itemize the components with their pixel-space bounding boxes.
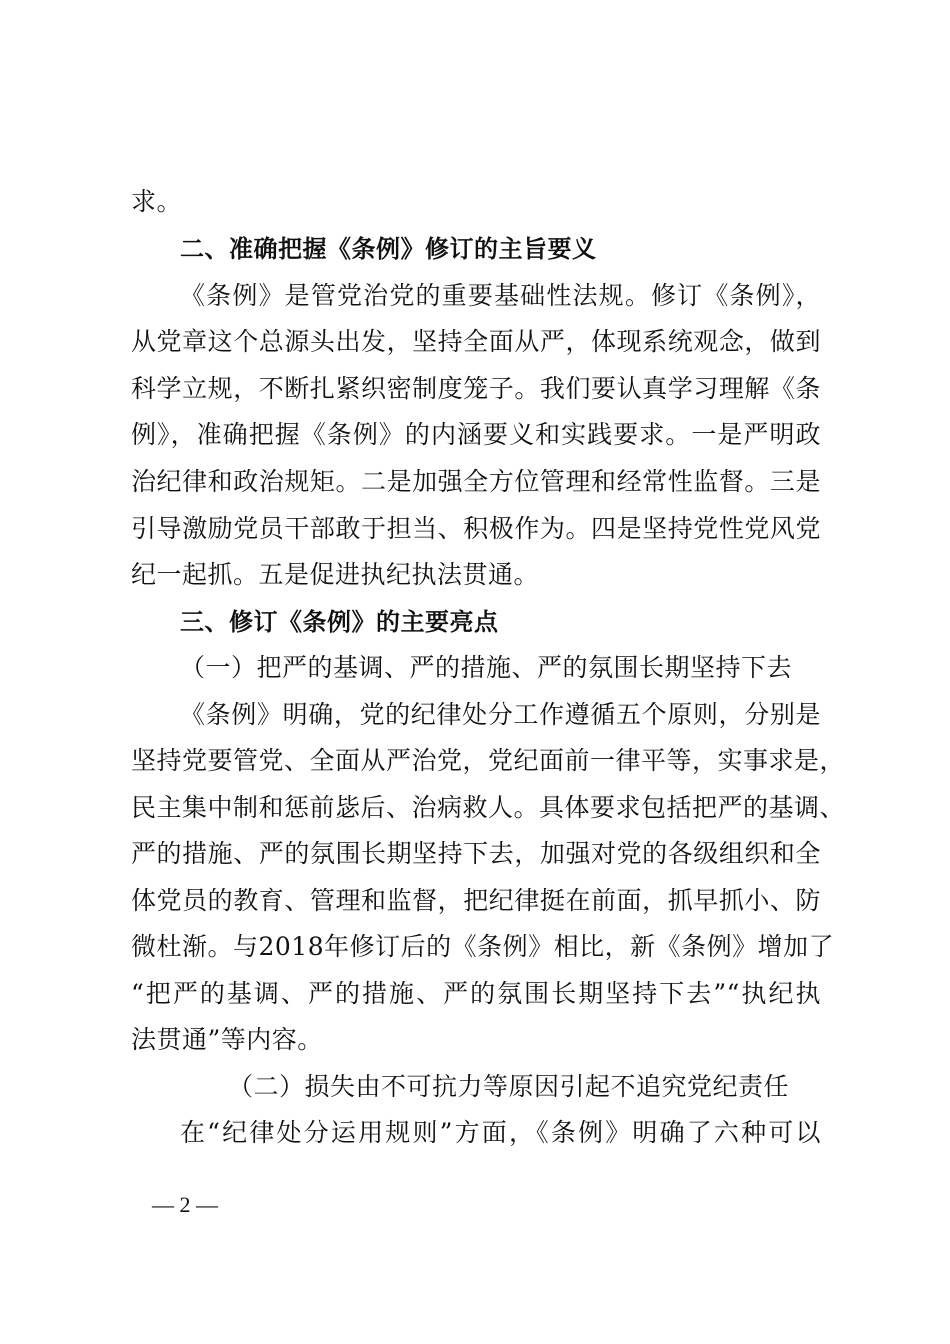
paragraph-line: “把严的基调、严的措施、严的氛围长期坚持下去”“执纪执 (131, 979, 821, 1008)
paragraph-line: 引导激励党员干部敢于担当、积极作为。四是坚持党性党风党 (131, 514, 821, 543)
paragraph-line: 纪一起抓。五是促进执纪执法贯通。 (131, 560, 540, 589)
section-heading-3: 三、修订《条例》的主要亮点 (180, 608, 499, 636)
paragraph-line: 微杜渐。与2018年修订后的《条例》相比，新《条例》增加了 (131, 932, 835, 961)
paragraph-line: 例》，准确把握《条例》的内涵要义和实践要求。一是严明政 (131, 420, 821, 449)
section-heading-2: 二、准确把握《条例》修订的主旨要义 (180, 235, 597, 263)
subsection-heading-1: （一）把严的基调、严的措施、严的氛围长期坚持下去 (180, 653, 793, 682)
paragraph-line: 治纪律和政治规矩。二是加强全方位管理和经常性监督。三是 (131, 467, 821, 496)
paragraph-line: 从党章这个总源头出发，坚持全面从严，体现系统观念，做到 (131, 327, 821, 356)
paragraph-line: 严的措施、严的氛围长期坚持下去，加强对党的各级组织和全 (131, 839, 821, 868)
paragraph-line: 《条例》是管党治党的重要基础性法规。修订《条例》， (180, 281, 821, 310)
paragraph-line: 求。 (131, 187, 183, 216)
paragraph-line: 科学立规，不断扎紧织密制度笼子。我们要认真学习理解《条 (131, 374, 821, 403)
paragraph-line: 体党员的教育、管理和监督，把纪律挺在前面，抓早抓小、防 (131, 886, 821, 915)
paragraph-line: 在“纪律处分运用规则”方面，《条例》明确了六种可以 (180, 1118, 821, 1147)
page-number: — 2 — (152, 1192, 218, 1217)
paragraph-line: 法贯通”等内容。 (131, 1025, 323, 1054)
paragraph-line: 坚持党要管党、全面从严治党，党纪面前一律平等，实事求是， (131, 746, 846, 775)
subsection-heading-2: （二）损失由不可抗力等原因引起不追究党纪责任 (228, 1072, 790, 1101)
paragraph-line: 《条例》明确，党的纪律处分工作遵循五个原则，分别是 (180, 700, 821, 729)
paragraph-line: 民主集中制和惩前毖后、治病救人。具体要求包括把严的基调、 (131, 793, 846, 822)
